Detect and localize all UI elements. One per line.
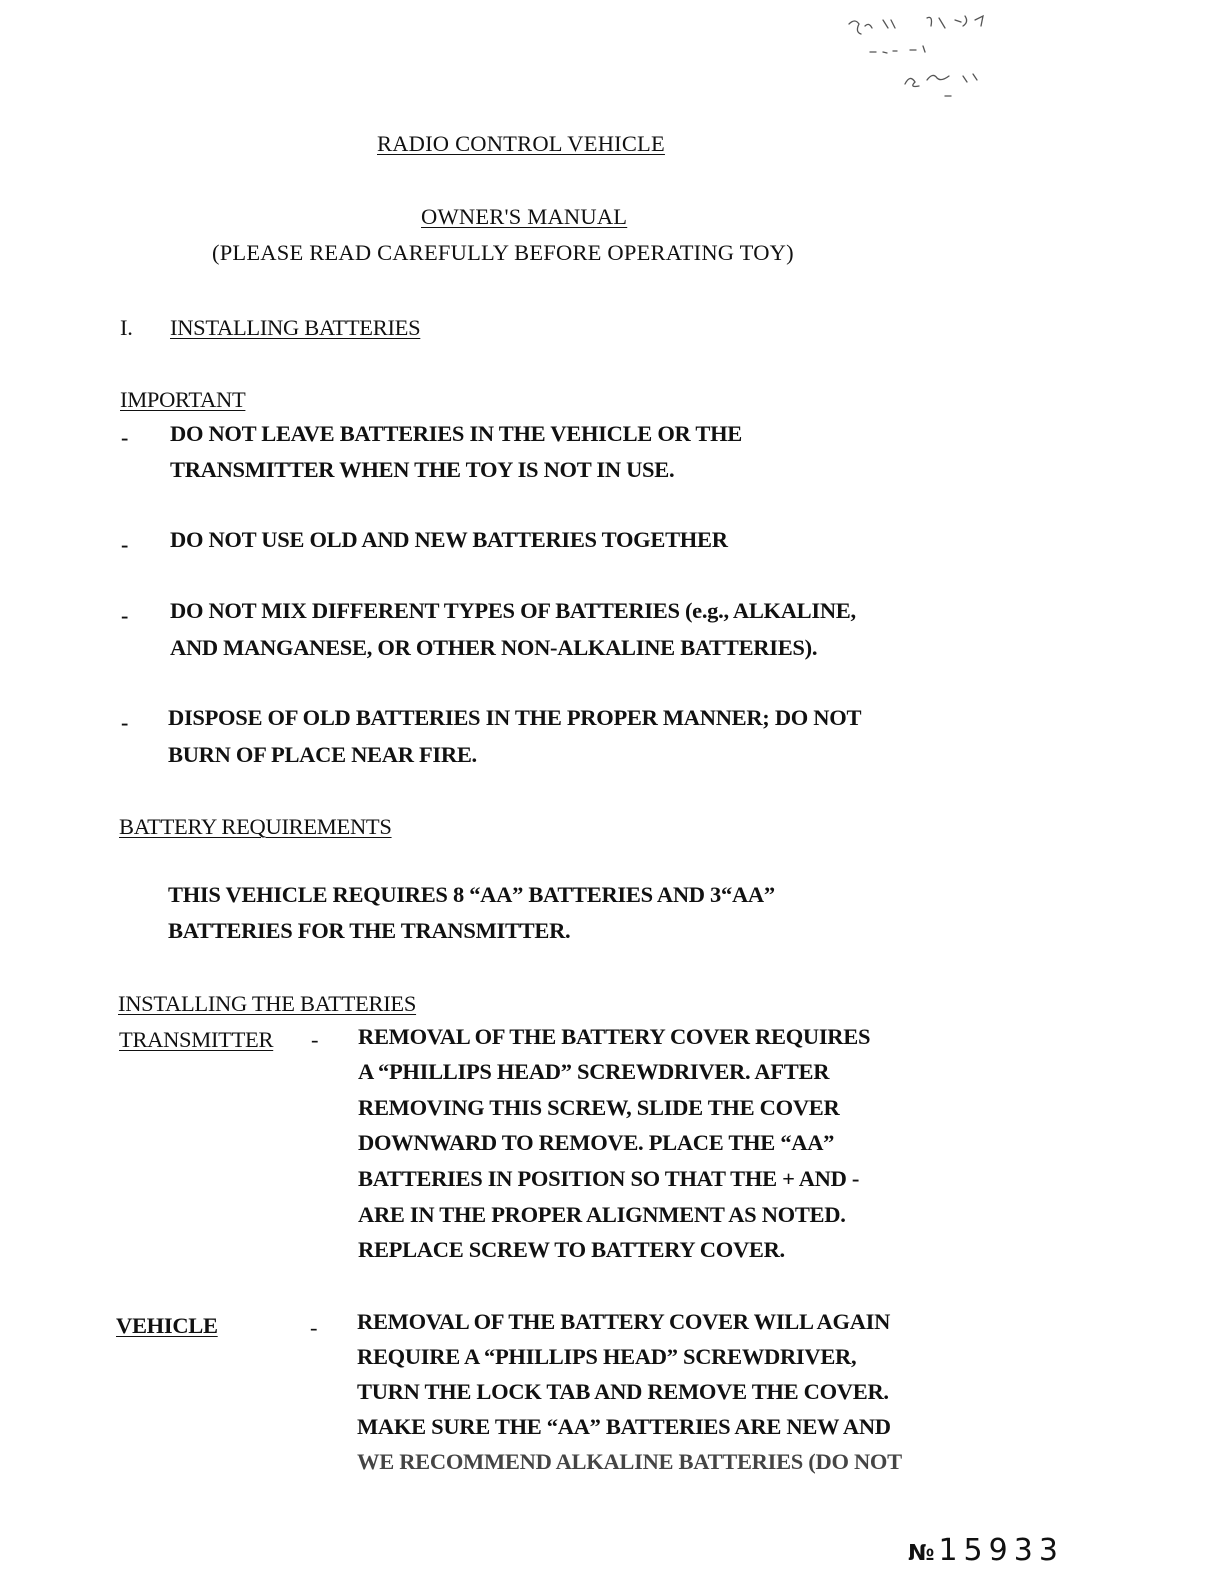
- list-item-line: TRANSMITTER WHEN THE TOY IS NOT IN USE.: [170, 457, 675, 482]
- list-item-line: BURN OF PLACE NEAR FIRE.: [168, 742, 477, 767]
- bullet-dash: -: [121, 710, 129, 735]
- bullet-dash: -: [121, 425, 129, 450]
- vehicle-label: VEHICLE: [116, 1313, 218, 1338]
- transmitter-label: TRANSMITTER: [119, 1027, 274, 1052]
- section-number: I.: [120, 315, 133, 340]
- serial-number: 15933: [938, 1533, 1064, 1568]
- list-item-line: DO NOT LEAVE BATTERIES IN THE VEHICLE OR THE: [170, 421, 742, 446]
- vehicle-line: MAKE SURE THE “AA” BATTERIES ARE NEW AND: [357, 1414, 891, 1439]
- vehicle-line: WE RECOMMEND ALKALINE BATTERIES (DO NOT: [357, 1449, 902, 1474]
- battery-requirements-line: THIS VEHICLE REQUIRES 8 “AA” BATTERIES AND 3“AA”: [168, 882, 775, 907]
- transmitter-line: BATTERIES IN POSITION SO THAT THE + AND -: [358, 1166, 860, 1191]
- transmitter-line: REMOVING THIS SCREW, SLIDE THE COVER: [358, 1095, 840, 1120]
- installing-heading: INSTALLING THE BATTERIES: [118, 991, 417, 1016]
- transmitter-line: REPLACE SCREW TO BATTERY COVER.: [358, 1237, 785, 1262]
- vehicle-line: REMOVAL OF THE BATTERY COVER WILL AGAIN: [357, 1309, 891, 1334]
- numero-sign: №: [908, 1541, 935, 1566]
- list-item-line: DISPOSE OF OLD BATTERIES IN THE PROPER MANNER; DO NOT: [168, 705, 862, 730]
- transmitter-dash: -: [311, 1027, 319, 1052]
- vehicle-line: REQUIRE A “PHILLIPS HEAD” SCREWDRIVER,: [357, 1344, 857, 1369]
- list-item-line: DO NOT MIX DIFFERENT TYPES OF BATTERIES (e.g., ALKALINE,: [170, 598, 856, 623]
- document-subtitle: OWNER'S MANUAL: [421, 204, 628, 229]
- transmitter-line: DOWNWARD TO REMOVE. PLACE THE “AA”: [358, 1130, 835, 1155]
- handwritten-annotation: [835, 6, 1065, 106]
- list-item-line: DO NOT USE OLD AND NEW BATTERIES TOGETHER: [170, 527, 728, 552]
- battery-requirements-heading: BATTERY REQUIREMENTS: [119, 814, 392, 839]
- transmitter-line: A “PHILLIPS HEAD” SCREWDRIVER. AFTER: [358, 1059, 830, 1084]
- transmitter-line: ARE IN THE PROPER ALIGNMENT AS NOTED.: [358, 1202, 846, 1227]
- important-heading: IMPORTANT: [120, 387, 246, 412]
- vehicle-line: TURN THE LOCK TAB AND REMOVE THE COVER.: [357, 1379, 889, 1404]
- transmitter-line: REMOVAL OF THE BATTERY COVER REQUIRES: [358, 1024, 871, 1049]
- bullet-dash: -: [121, 603, 129, 628]
- list-item-line: AND MANGANESE, OR OTHER NON-ALKALINE BATTERIES).: [170, 635, 818, 660]
- serial-number-stamp: [908, 1533, 1064, 1568]
- document-title: RADIO CONTROL VEHICLE: [377, 131, 665, 156]
- battery-requirements-line: BATTERIES FOR THE TRANSMITTER.: [168, 918, 571, 943]
- vehicle-dash: -: [310, 1315, 318, 1340]
- bullet-dash: -: [121, 532, 129, 557]
- section-heading: INSTALLING BATTERIES: [170, 315, 421, 340]
- document-note: (PLEASE READ CAREFULLY BEFORE OPERATING TOY): [212, 240, 794, 265]
